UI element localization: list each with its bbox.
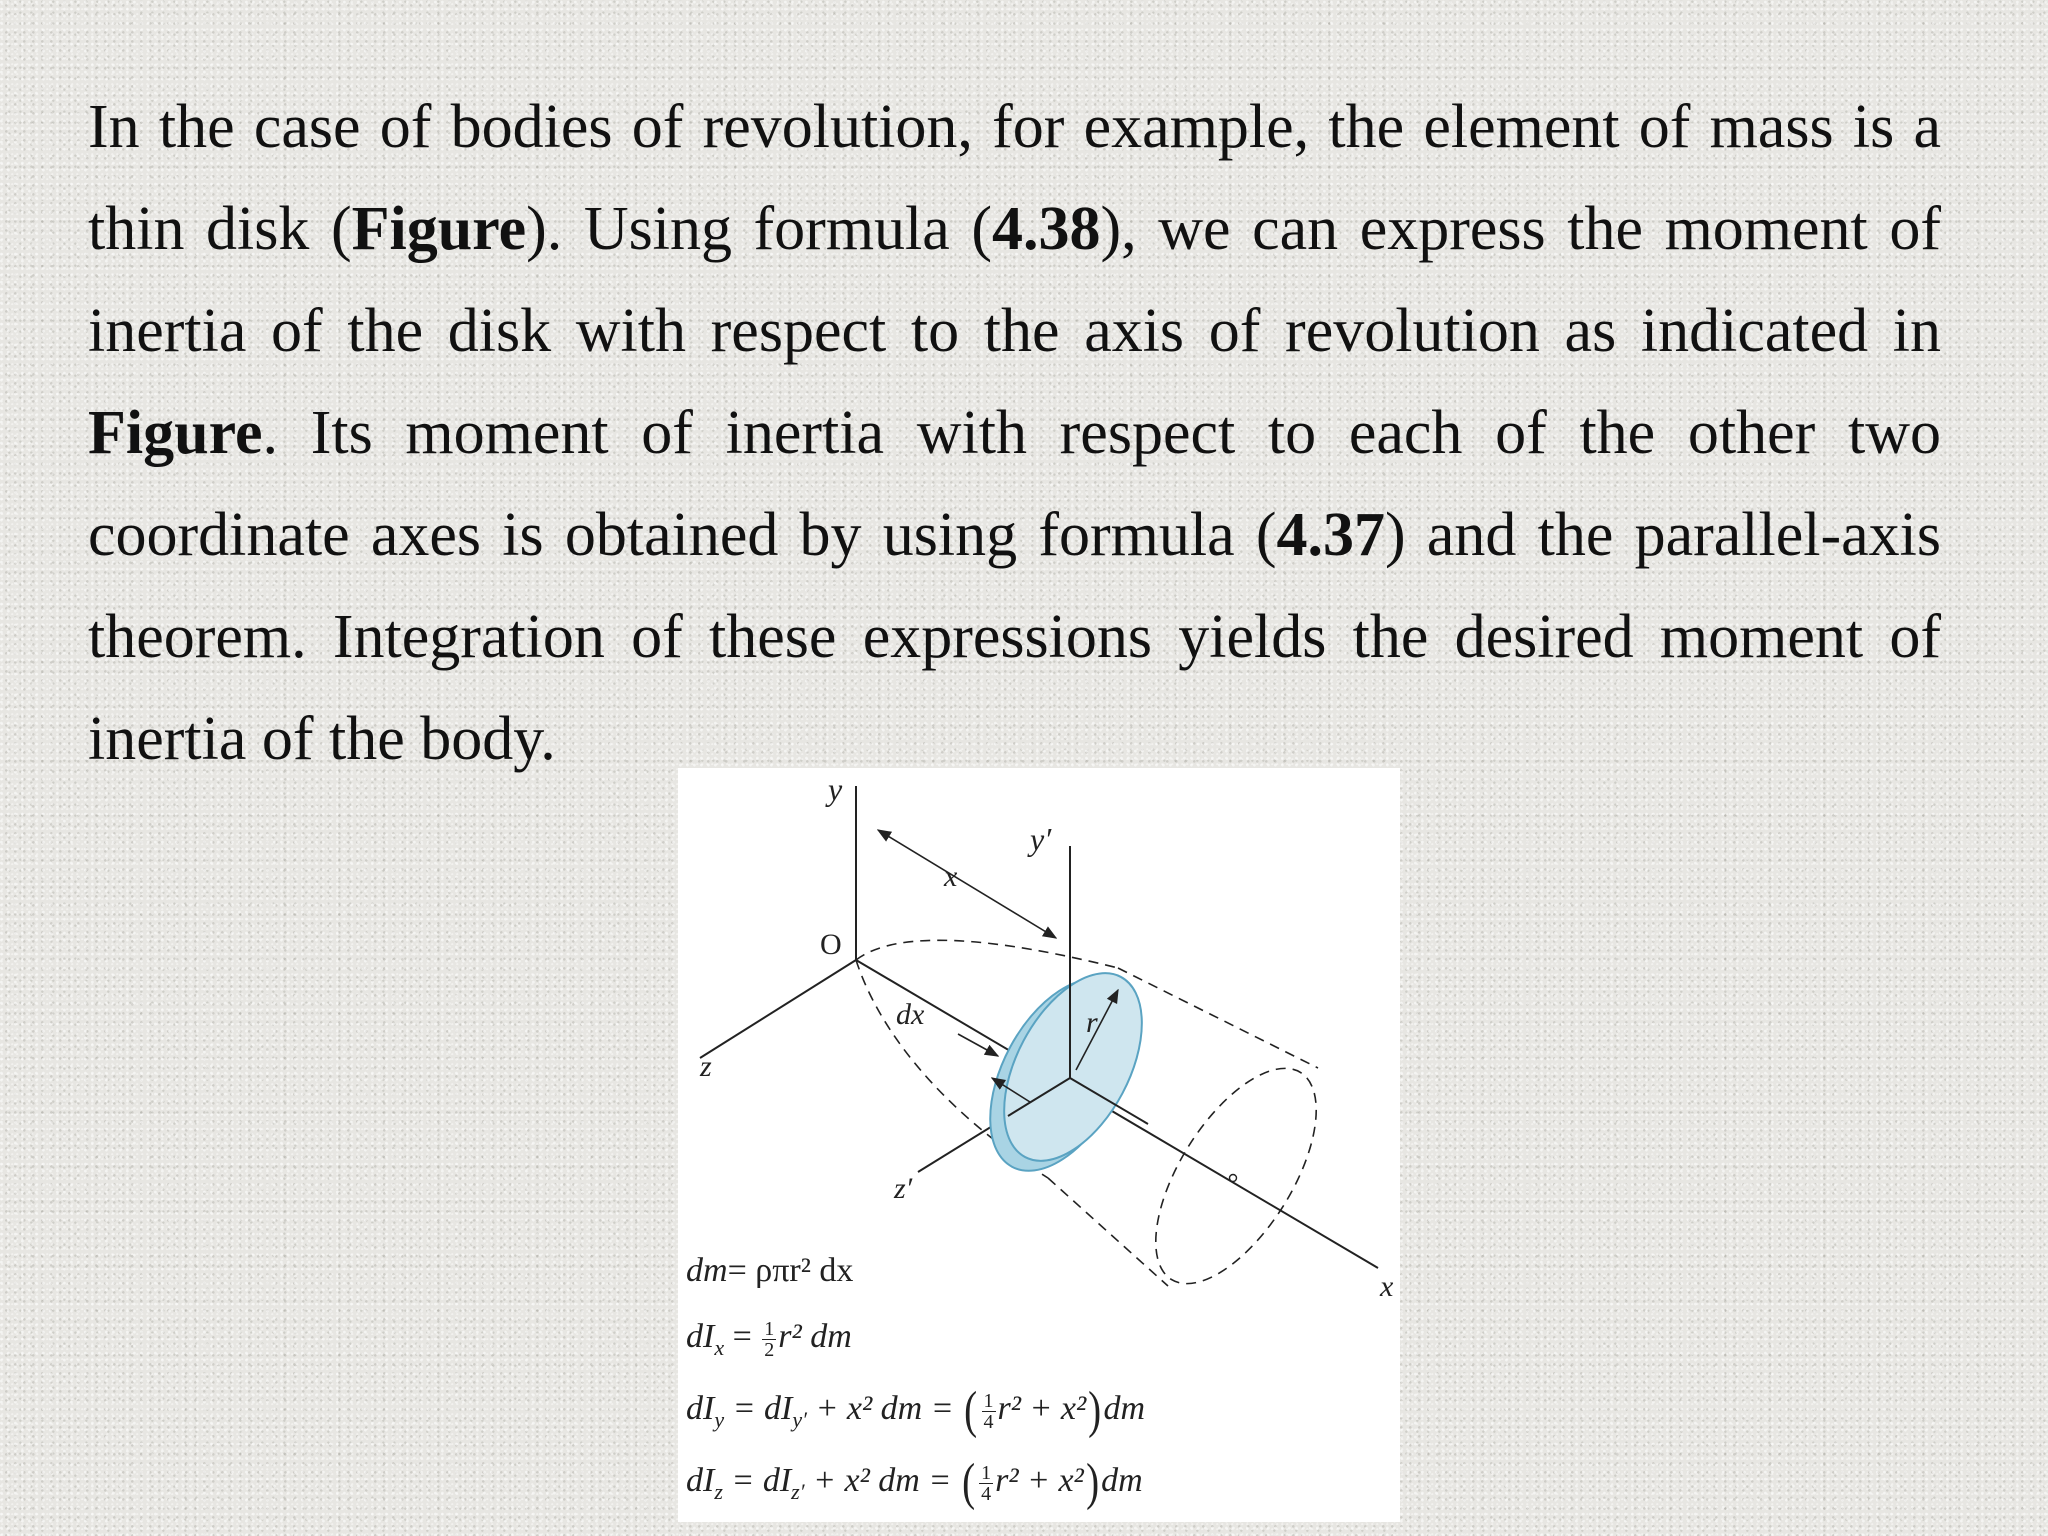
- body-paragraph: [88, 76, 1941, 790]
- label-z-prime: z′: [894, 1172, 913, 1205]
- label-z: z: [700, 1050, 712, 1083]
- z-axis: [700, 960, 856, 1058]
- text-run: . Its moment of inertia with respect to each of the other two coordinate axes is obtained by using formula (: [88, 399, 1941, 569]
- figure-reference: Figure: [351, 195, 527, 263]
- end-center-point: [1230, 1175, 1237, 1182]
- dx-arrow-left: [958, 1034, 998, 1056]
- label-r: r: [1086, 1006, 1098, 1039]
- formula-reference: 4.38: [992, 195, 1101, 263]
- label-origin: O: [820, 928, 842, 961]
- formula-reference: 4.37: [1276, 501, 1385, 569]
- fraction-one-quarter: $\frac{1}{4}$: [981, 1461, 992, 1505]
- label-x-axis: x: [1380, 1270, 1394, 1303]
- text-run: ). Using formula (: [526, 195, 993, 263]
- disk-figure: [678, 768, 1400, 1522]
- body-outline-upper: [1118, 968, 1318, 1068]
- text-run: ), we can express the moment of inertia of the disk with respect to the axis of revolution as indicated in: [88, 195, 1941, 365]
- label-dx: dx: [896, 998, 925, 1031]
- equation-diz: $dI_z = dI_{z'} + x^2$ dm = ( $\frac{1}{4}$ r² + x²)dm: [686, 1454, 1143, 1512]
- body-outline-top: [856, 940, 1118, 968]
- label-y: y: [828, 771, 843, 807]
- body-outline-lower: [1048, 1178, 1168, 1286]
- equation-diy: $dI_y = dI_{y'} + x^2$ dm = ( $\frac{1}{4}$ r² + x²)dm: [686, 1382, 1146, 1440]
- fraction-one-half: $\frac{1}{2}$: [764, 1317, 775, 1361]
- figure-reference: Figure: [88, 399, 263, 467]
- text-run: ) and the parallel-axis theorem. Integration of these expressions yields the desired moment of inertia of the body.: [88, 501, 1941, 773]
- equation-dm: dm= ρπr² dx: [686, 1252, 854, 1289]
- label-x-dimension: x: [944, 860, 958, 893]
- equation-dix: $dI_x$ = $\frac{1}{2}$ r² dm: [686, 1317, 852, 1361]
- label-y-prime: y′: [1030, 821, 1052, 857]
- text-run: In the case of bodies of revolution, for example, the element of mass is a thin disk (: [88, 93, 1941, 263]
- fraction-one-quarter: $\frac{1}{4}$: [983, 1389, 994, 1433]
